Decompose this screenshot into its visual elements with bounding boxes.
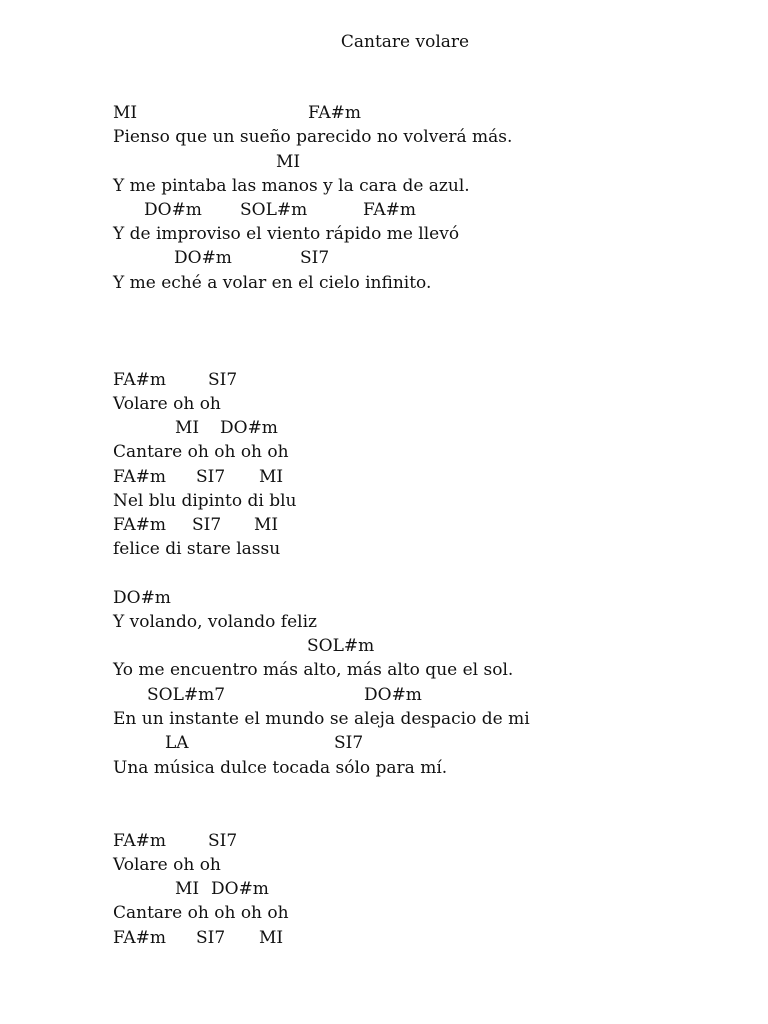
lyric-line: Y de improviso el viento rápido me llevó: [113, 224, 460, 244]
lyric-line: Pienso que un sueño parecido no volverá más.: [113, 127, 513, 147]
chord: MI: [259, 467, 284, 487]
chord: MI: [175, 879, 200, 899]
chord: SOL#m: [307, 636, 375, 656]
chord: DO#m: [144, 200, 202, 220]
chord: LA: [165, 733, 189, 753]
chord: SI7: [192, 515, 222, 535]
chord: MI: [276, 152, 301, 172]
lyric-line: Cantare oh oh oh oh: [113, 442, 289, 462]
lyric-line: felice di stare lassu: [113, 539, 281, 559]
lyric-line: Nel blu dipinto di blu: [113, 491, 297, 511]
lyric-line: Volare oh oh: [113, 855, 221, 875]
chord: SOL#m: [240, 200, 308, 220]
chord: SI7: [300, 248, 330, 268]
chord: DO#m: [211, 879, 269, 899]
chord: DO#m: [113, 588, 171, 608]
chord: FA#m: [363, 200, 416, 220]
lyric-line: Volare oh oh: [113, 394, 221, 414]
lyric-line: Cantare oh oh oh oh: [113, 903, 289, 923]
chord: MI: [254, 515, 279, 535]
chord: SI7: [196, 928, 226, 948]
chord: FA#m: [113, 370, 166, 390]
lyric-line: Y volando, volando feliz: [113, 612, 317, 632]
chord: DO#m: [364, 685, 422, 705]
chord: SOL#m7: [147, 685, 226, 705]
chord: SI7: [334, 733, 364, 753]
chord: SI7: [208, 370, 238, 390]
lyric-line: En un instante el mundo se aleja despacio de mi: [113, 709, 530, 729]
song-title: Cantare volare: [340, 32, 470, 52]
chord: MI: [175, 418, 200, 438]
chord: FA#m: [308, 103, 361, 123]
chord: MI: [113, 103, 138, 123]
chord: SI7: [196, 467, 226, 487]
chord: DO#m: [174, 248, 232, 268]
chord: FA#m: [113, 515, 166, 535]
chord: MI: [259, 928, 284, 948]
lyric-line: Y me pintaba las manos y la cara de azul.: [113, 176, 470, 196]
chord: DO#m: [220, 418, 278, 438]
chord: FA#m: [113, 928, 166, 948]
lyric-line: Una música dulce tocada sólo para mí.: [113, 758, 448, 778]
chord: SI7: [208, 831, 238, 851]
lyric-line: Y me eché a volar en el cielo infinito.: [113, 273, 432, 293]
chord: FA#m: [113, 467, 166, 487]
lyric-line: Yo me encuentro más alto, más alto que el sol.: [113, 660, 514, 680]
chord: FA#m: [113, 831, 166, 851]
